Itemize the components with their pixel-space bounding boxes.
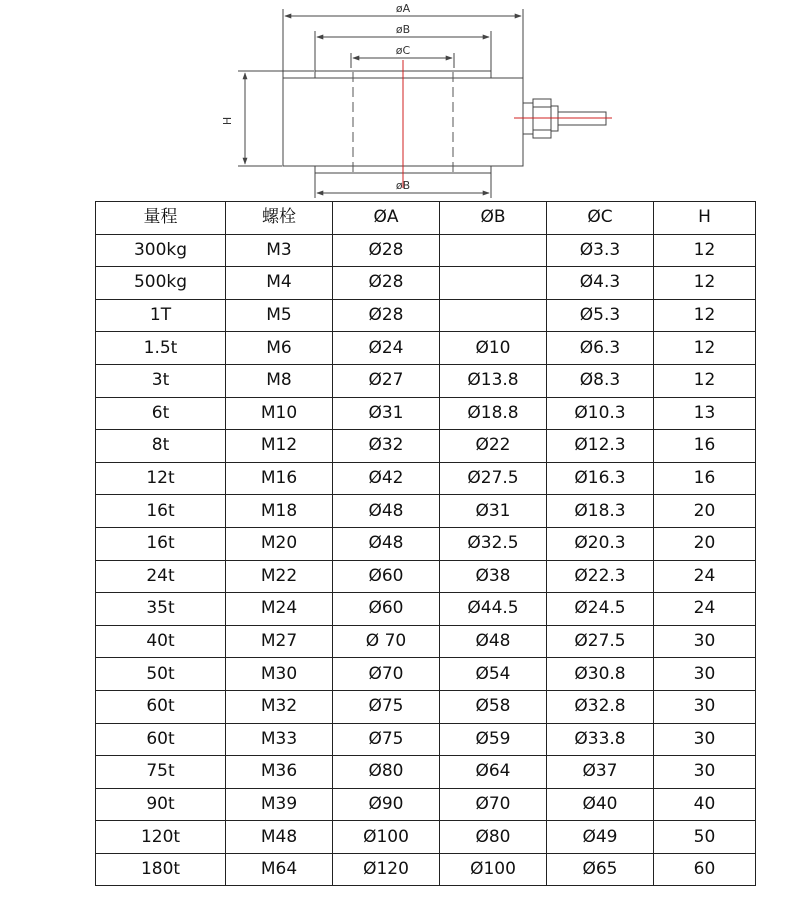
cell-diameter-b: Ø59: [440, 723, 547, 756]
cell-height: 60: [654, 853, 756, 886]
cell-bolt: M3: [226, 234, 333, 267]
cell-diameter-a: Ø60: [333, 560, 440, 593]
cell-bolt: M20: [226, 527, 333, 560]
cell-diameter-a: Ø90: [333, 788, 440, 821]
cell-diameter-c: Ø37: [547, 756, 654, 789]
cell-diameter-b: [440, 267, 547, 300]
cell-diameter-a: Ø28: [333, 267, 440, 300]
cell-height: 50: [654, 821, 756, 854]
cell-diameter-c: Ø16.3: [547, 462, 654, 495]
cell-capacity: 12t: [96, 462, 226, 495]
cell-diameter-a: Ø48: [333, 495, 440, 528]
cell-bolt: M18: [226, 495, 333, 528]
dimension-h-label: H: [221, 116, 234, 126]
table-row: [96, 658, 756, 691]
cell-diameter-b: [440, 234, 547, 267]
cell-diameter-c: Ø8.3: [547, 364, 654, 397]
cell-capacity: 1.5t: [96, 332, 226, 365]
cell-diameter-b: Ø32.5: [440, 527, 547, 560]
cell-diameter-c: Ø22.3: [547, 560, 654, 593]
cell-diameter-b: Ø64: [440, 756, 547, 789]
table-row: [96, 723, 756, 756]
cell-diameter-a: Ø48: [333, 527, 440, 560]
cell-height: 20: [654, 495, 756, 528]
cell-diameter-b: [440, 299, 547, 332]
cell-diameter-a: Ø28: [333, 234, 440, 267]
header-capacity: 量程: [96, 202, 226, 235]
cell-bolt: M24: [226, 593, 333, 626]
cell-diameter-b: Ø27.5: [440, 462, 547, 495]
cell-diameter-b: Ø38: [440, 560, 547, 593]
cell-bolt: M36: [226, 756, 333, 789]
cell-diameter-a: Ø120: [333, 853, 440, 886]
cell-capacity: 300kg: [96, 234, 226, 267]
cell-capacity: 16t: [96, 495, 226, 528]
table-row: [96, 560, 756, 593]
cell-diameter-c: Ø3.3: [547, 234, 654, 267]
table-row: [96, 299, 756, 332]
cell-height: 20: [654, 527, 756, 560]
cell-capacity: 75t: [96, 756, 226, 789]
cell-bolt: M5: [226, 299, 333, 332]
cell-height: 24: [654, 593, 756, 626]
cell-height: 12: [654, 332, 756, 365]
cell-diameter-a: Ø27: [333, 364, 440, 397]
cell-diameter-a: Ø32: [333, 430, 440, 463]
header-diameter-a: ØA: [333, 202, 440, 235]
cell-bolt: M27: [226, 625, 333, 658]
cell-height: 12: [654, 299, 756, 332]
table-row: [96, 756, 756, 789]
cell-diameter-a: Ø42: [333, 462, 440, 495]
cell-diameter-c: Ø5.3: [547, 299, 654, 332]
cell-height: 30: [654, 756, 756, 789]
cell-diameter-b: Ø10: [440, 332, 547, 365]
header-bolt: 螺栓: [226, 202, 333, 235]
cell-height: 12: [654, 364, 756, 397]
cell-capacity: 500kg: [96, 267, 226, 300]
cell-diameter-c: Ø24.5: [547, 593, 654, 626]
cell-height: 30: [654, 723, 756, 756]
cell-diameter-c: Ø65: [547, 853, 654, 886]
cell-capacity: 60t: [96, 690, 226, 723]
cell-height: 30: [654, 690, 756, 723]
header-height: H: [654, 202, 756, 235]
cell-bolt: M30: [226, 658, 333, 691]
cell-bolt: M48: [226, 821, 333, 854]
header-diameter-b: ØB: [440, 202, 547, 235]
table-row: [96, 234, 756, 267]
cell-bolt: M32: [226, 690, 333, 723]
cell-diameter-b: Ø22: [440, 430, 547, 463]
dimension-a-label: øA: [395, 2, 411, 15]
header-diameter-c: ØC: [547, 202, 654, 235]
table-row: [96, 430, 756, 463]
table-row: [96, 332, 756, 365]
cell-diameter-a: Ø70: [333, 658, 440, 691]
cell-capacity: 24t: [96, 560, 226, 593]
cell-capacity: 120t: [96, 821, 226, 854]
cell-bolt: M22: [226, 560, 333, 593]
cell-height: 40: [654, 788, 756, 821]
cell-diameter-b: Ø18.8: [440, 397, 547, 430]
cell-bolt: M64: [226, 853, 333, 886]
cell-height: 13: [654, 397, 756, 430]
cell-diameter-c: Ø49: [547, 821, 654, 854]
cell-diameter-b: Ø58: [440, 690, 547, 723]
dimension-c-label: øC: [395, 44, 411, 57]
cell-capacity: 1T: [96, 299, 226, 332]
cell-diameter-a: Ø60: [333, 593, 440, 626]
cell-capacity: 40t: [96, 625, 226, 658]
cell-diameter-c: Ø20.3: [547, 527, 654, 560]
cell-diameter-a: Ø100: [333, 821, 440, 854]
cell-bolt: M33: [226, 723, 333, 756]
cell-diameter-c: Ø12.3: [547, 430, 654, 463]
cell-capacity: 8t: [96, 430, 226, 463]
cell-capacity: 3t: [96, 364, 226, 397]
cell-diameter-c: Ø6.3: [547, 332, 654, 365]
cell-height: 12: [654, 267, 756, 300]
table-row: [96, 267, 756, 300]
cell-bolt: M12: [226, 430, 333, 463]
cell-diameter-a: Ø 70: [333, 625, 440, 658]
dimension-b-top-label: øB: [395, 23, 411, 36]
cell-diameter-a: Ø31: [333, 397, 440, 430]
cell-bolt: M8: [226, 364, 333, 397]
cell-capacity: 180t: [96, 853, 226, 886]
cell-diameter-b: Ø31: [440, 495, 547, 528]
cell-diameter-a: Ø80: [333, 756, 440, 789]
table-row: [96, 788, 756, 821]
spec-table: [95, 201, 756, 886]
cell-bolt: M39: [226, 788, 333, 821]
cell-diameter-b: Ø54: [440, 658, 547, 691]
table-row: [96, 821, 756, 854]
cell-height: 24: [654, 560, 756, 593]
table-row: [96, 527, 756, 560]
cell-diameter-c: Ø30.8: [547, 658, 654, 691]
cell-height: 16: [654, 462, 756, 495]
cell-diameter-b: Ø80: [440, 821, 547, 854]
cell-diameter-c: Ø40: [547, 788, 654, 821]
table-row: [96, 625, 756, 658]
cell-diameter-b: Ø48: [440, 625, 547, 658]
cell-bolt: M4: [226, 267, 333, 300]
cell-capacity: 60t: [96, 723, 226, 756]
cell-capacity: 90t: [96, 788, 226, 821]
cell-diameter-a: Ø75: [333, 723, 440, 756]
cell-height: 30: [654, 658, 756, 691]
cell-diameter-a: Ø24: [333, 332, 440, 365]
cell-height: 16: [654, 430, 756, 463]
cell-diameter-a: Ø28: [333, 299, 440, 332]
cell-diameter-c: Ø33.8: [547, 723, 654, 756]
cell-diameter-b: Ø100: [440, 853, 547, 886]
cell-height: 30: [654, 625, 756, 658]
cell-capacity: 16t: [96, 527, 226, 560]
table-header-row: [96, 202, 756, 235]
cell-diameter-c: Ø32.8: [547, 690, 654, 723]
cell-capacity: 6t: [96, 397, 226, 430]
table-row: [96, 690, 756, 723]
cell-diameter-c: Ø4.3: [547, 267, 654, 300]
table-row: [96, 364, 756, 397]
cell-height: 12: [654, 234, 756, 267]
cell-diameter-c: Ø27.5: [547, 625, 654, 658]
table-row: [96, 495, 756, 528]
table-row: [96, 853, 756, 886]
dimension-b-bottom-label: øB: [395, 179, 411, 192]
cell-diameter-c: Ø18.3: [547, 495, 654, 528]
cell-bolt: M6: [226, 332, 333, 365]
cell-bolt: M16: [226, 462, 333, 495]
cell-bolt: M10: [226, 397, 333, 430]
cell-capacity: 35t: [96, 593, 226, 626]
cell-diameter-b: Ø13.8: [440, 364, 547, 397]
table-row: [96, 397, 756, 430]
table-body: [96, 234, 756, 886]
load-cell-technical-drawing: [0, 0, 800, 202]
table-row: [96, 462, 756, 495]
cell-diameter-a: Ø75: [333, 690, 440, 723]
cell-diameter-b: Ø44.5: [440, 593, 547, 626]
cell-diameter-b: Ø70: [440, 788, 547, 821]
cell-diameter-c: Ø10.3: [547, 397, 654, 430]
table-row: [96, 593, 756, 626]
cell-capacity: 50t: [96, 658, 226, 691]
